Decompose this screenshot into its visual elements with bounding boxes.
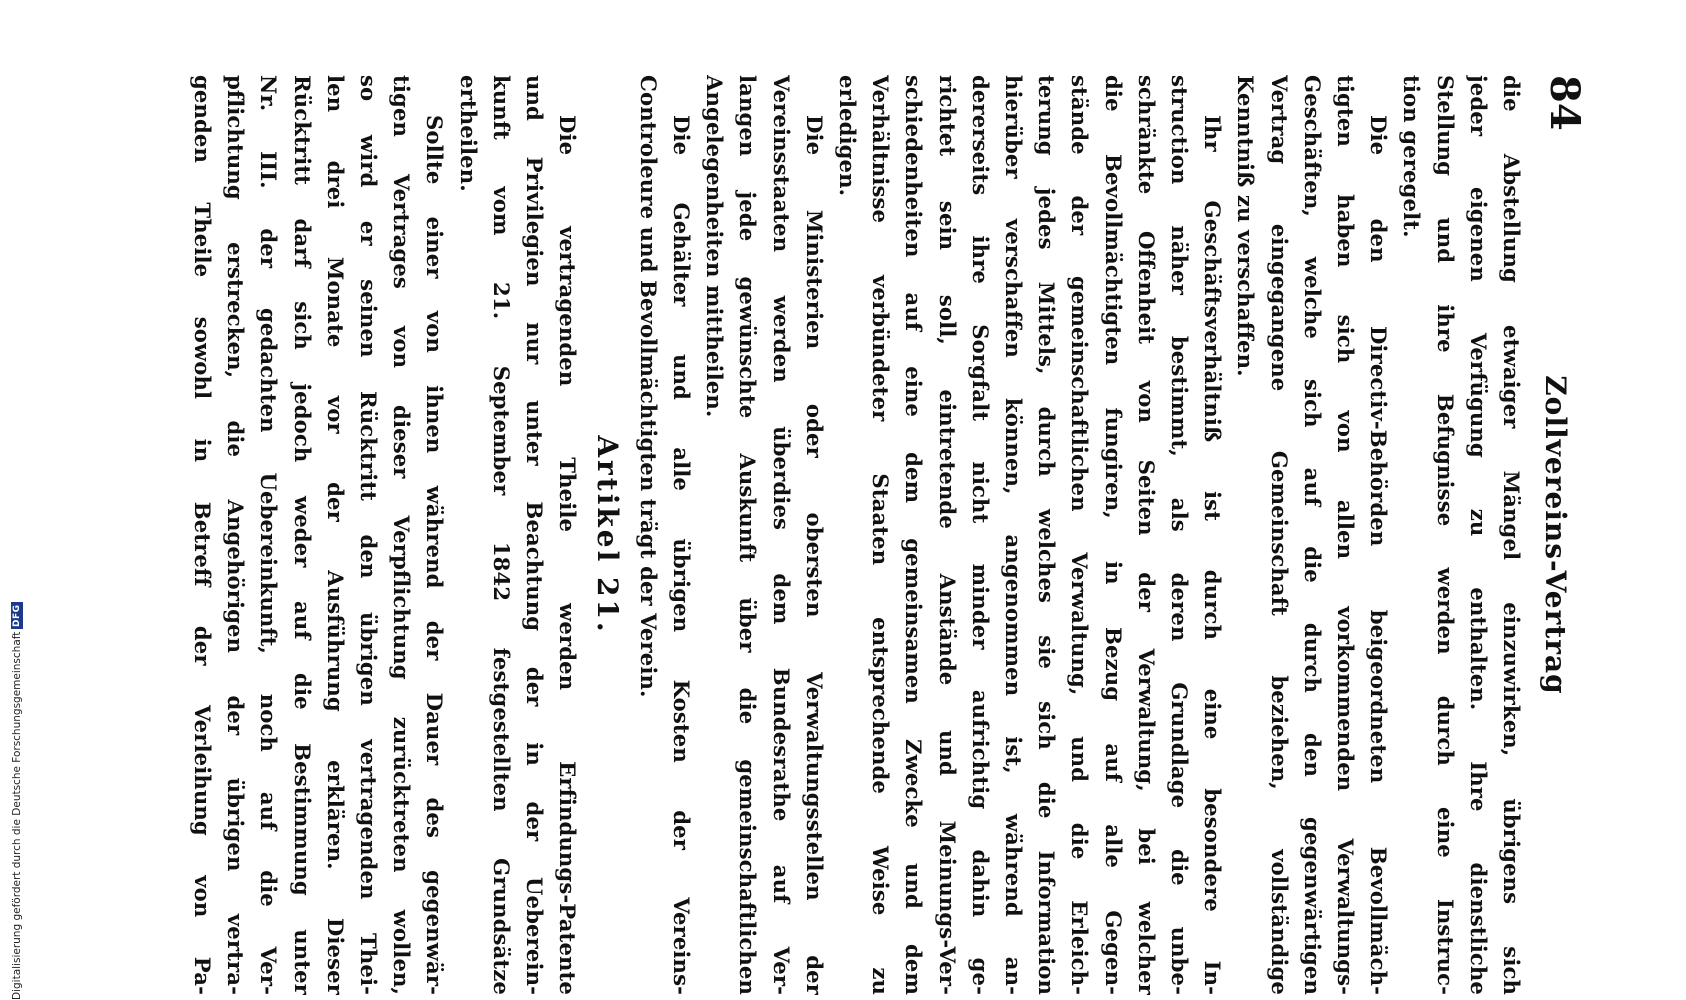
text-line: tigten haben sich von allen vorkommenden Verwaltungs- [1332,75,1358,995]
document-page [180,75,1590,995]
digitization-credit [8,604,26,1000]
text-line: Die Gehälter und alle übrigen Kosten der Vereins- [668,115,694,995]
text-line: Rücktritt darf sich jedoch weder auf die Bestimmung unter [289,75,315,995]
text-line: richtet sein soll, eintretende Anstände und Meinungs-Ver- [934,75,960,995]
text-line: terung jedes Mittels, durch welches sie sich die Information [1034,75,1060,995]
text-line: die Abstellung etwaiger Mängel einzuwirken, übrigens sich [1499,75,1524,995]
text-line: Nr. III. der gedachten Uebereinkunft, noch auf die Ver- [256,75,282,995]
text-line: ertheilen. [455,75,481,192]
running-head: Zollvereins-Vertrag [1539,375,1572,695]
page-number: 84 [1541,75,1588,131]
text-line: Verhältnisse verbündeter Staaten entsprechende Weise zu [868,75,894,995]
text-line: stände der gemeinschaftlichen Verwaltung, und die Erleich- [1067,75,1093,995]
text-line: Die den Directiv-Behörden beigeordneten Bevollmäch- [1366,115,1392,995]
text-line: die Bevollmächtigten fungiren, in Bezug auf alle Gegen- [1100,75,1126,995]
text-line: Kenntniß zu verschaffen. [1233,75,1259,377]
text-line: Controleure und Bevollmächtigten trägt der Verein. [635,75,661,698]
text-line: Vertrag eingegangene Gemeinschaft beziehen, vollständige [1266,75,1292,995]
text-line: kunft vom 21. September 1842 festgestellten Grundsätze [488,75,514,995]
text-line: erledigen. [834,75,860,197]
text-line: Ihr Geschäftsverhältniß ist durch eine besondere In- [1200,115,1226,995]
text-line: hierüber verschaffen können, angenommen ist, während an- [1000,75,1026,995]
text-line: Angelegenheiten mittheilen. [702,75,728,418]
text-line: len drei Monate vor der Ausführung erklären. Dieser [322,75,348,995]
text-line: jeder eigenen Verfügung zu enthalten. Ihre dienstliche [1465,75,1491,995]
credit-text: Digitalisierung gefördert durch die Deutsche Forschungsgemeinschaft [11,631,23,1000]
text-line: Die vertragenden Theile werden Erfindungs-Patente [555,115,581,995]
text-line: Vereinsstaaten werden überdies dem Bundesrathe auf Ver- [768,75,794,995]
text-line: tion geregelt. [1399,75,1425,238]
text-line: Geschäften, welche sich auf die durch den gegenwärtigen [1299,75,1325,995]
text-line: so wird er seinen Rücktritt den übrigen vertragenden Thei- [356,75,382,995]
text-line: dererseits ihre Sorgfalt nicht minder aufrichtig dahin ge- [967,75,993,995]
dfg-logo: DFG [12,604,22,627]
text-line: Die Ministerien oder obersten Verwaltungsstellen der [801,115,827,995]
text-line: langen jede gewünschte Auskunft über die gemeinschaftlichen [735,75,761,995]
text-line: Stellung und ihre Befugnisse werden durch eine Instruc- [1432,75,1458,995]
text-line: struction näher bestimmt, als deren Grundlage die unbe- [1166,75,1192,995]
text-line: tigen Vertrages von dieser Verpflichtung zurücktreten wollen, [389,75,415,995]
text-line: und Privilegien nur unter Beachtung der in der Ueberein- [522,75,548,995]
article-heading: Artikel 21. [590,435,624,635]
text-line: pflichtung erstrecken, die Angehörigen der übrigen vertra- [223,75,249,995]
body-text [186,75,1528,995]
text-line: schiedenheiten auf eine dem gemeinsamen Zwecke und dem [901,75,927,995]
text-line: schränkte Offenheit von Seiten der Verwaltung, bei welcher [1133,75,1159,995]
text-line: genden Theile sowohl in Betreff der Verleihung von Pa- [190,75,216,995]
text-line: Sollte einer von ihnen während der Dauer des gegenwär- [422,115,448,995]
